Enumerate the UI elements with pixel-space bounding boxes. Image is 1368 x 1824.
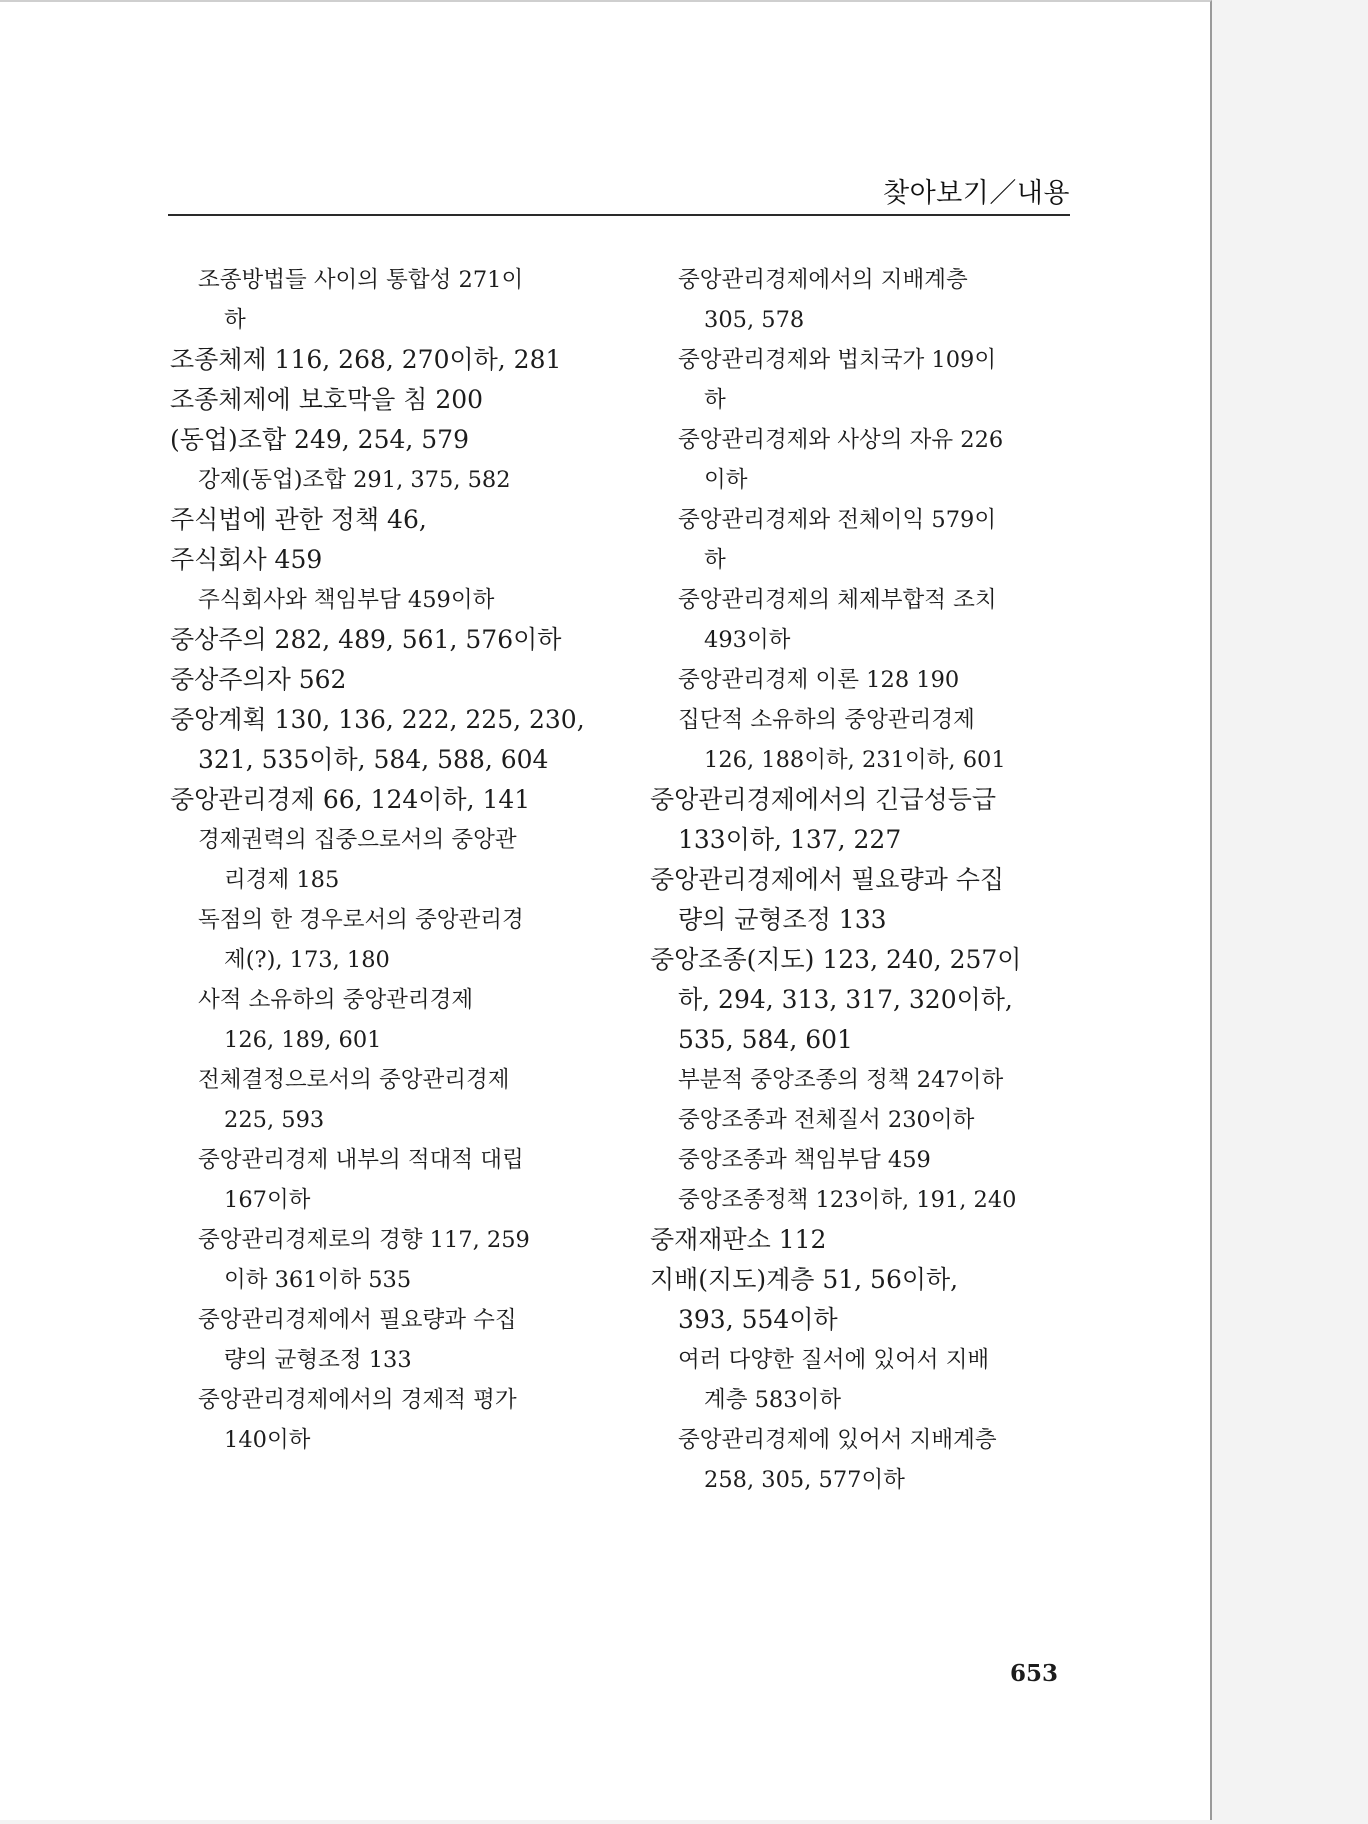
index-entry xyxy=(170,420,610,460)
index-entry xyxy=(650,340,1080,420)
index-entry xyxy=(170,980,610,1060)
index-entry-text: 중앙조종정책 123이하, 191, 240 xyxy=(678,1187,1017,1213)
index-entry xyxy=(650,1260,1080,1340)
index-entry-text: 주식법에 관한 정책 46, xyxy=(170,505,427,534)
index-entry xyxy=(650,1220,1080,1260)
index-entry-continuation: 제(?), 173, 180 xyxy=(224,947,390,973)
index-entry-continuation: 126, 188이하, 231이하, 601 xyxy=(704,747,1006,773)
index-entry-text: 중상주의 282, 489, 561, 576이하 xyxy=(170,625,562,654)
index-entry xyxy=(170,260,610,340)
index-entry xyxy=(170,460,610,500)
index-entry xyxy=(170,540,610,580)
index-entry-text: 중앙관리경제 내부의 적대적 대립 xyxy=(198,1147,524,1173)
index-entry-text: 중상주의자 562 xyxy=(170,665,347,694)
index-entry-text: (동업)조합 249, 254, 579 xyxy=(170,425,469,454)
index-entry xyxy=(170,1300,610,1380)
index-entry xyxy=(170,1380,610,1460)
index-entry-text: 주식회사와 책임부담 459이하 xyxy=(198,587,495,613)
index-column-right xyxy=(650,260,1080,1500)
index-entry-continuation: 167이하 xyxy=(224,1187,311,1213)
index-entry-text: 중앙관리경제 이론 128 190 xyxy=(678,667,960,693)
index-entry-text: 강제(동업)조합 291, 375, 582 xyxy=(198,467,511,493)
index-entry-text: 조종체제에 보호막을 침 200 xyxy=(170,385,484,414)
index-entry xyxy=(650,1340,1080,1420)
index-entry-text: 독점의 한 경우로서의 중앙관리경 xyxy=(198,907,524,933)
index-entry-text: 조종체제 116, 268, 270이하, 281 xyxy=(170,345,562,374)
index-entry-continuation: 305, 578 xyxy=(704,307,805,333)
index-entry-continuation: 하 xyxy=(224,307,246,333)
page-number: 653 xyxy=(1010,1660,1059,1687)
index-entry xyxy=(650,1140,1080,1180)
index-entry-continuation: 하, 294, 313, 317, 320이하, xyxy=(678,985,1013,1014)
index-entry-continuation: 하 xyxy=(704,547,726,573)
index-entry xyxy=(650,940,1080,1060)
index-entry-text: 집단적 소유하의 중앙관리경제 xyxy=(678,707,975,733)
index-entry xyxy=(170,620,610,660)
index-entry xyxy=(650,420,1080,500)
index-entry xyxy=(650,580,1080,660)
index-entry-text: 중앙관리경제에서 필요량과 수집 xyxy=(650,865,1004,894)
index-entry-text: 중재재판소 112 xyxy=(650,1225,827,1254)
index-entry xyxy=(650,500,1080,580)
index-entry-text: 부분적 중앙조종의 정책 247이하 xyxy=(678,1067,1004,1093)
index-entry-continuation: 하 xyxy=(704,387,726,413)
index-entry-continuation: 258, 305, 577이하 xyxy=(704,1467,905,1493)
index-entry xyxy=(170,380,610,420)
index-entry xyxy=(650,1180,1080,1220)
index-entry xyxy=(650,660,1080,700)
index-entry-continuation: 225, 593 xyxy=(224,1107,325,1133)
index-entry-continuation: 133이하, 137, 227 xyxy=(678,825,902,854)
index-entry xyxy=(170,780,610,820)
index-entry xyxy=(650,1100,1080,1140)
index-entry xyxy=(650,1420,1080,1500)
index-entry-continuation: 321, 535이하, 584, 588, 604 xyxy=(198,745,549,774)
index-entry-continuation: 량의 균형조정 133 xyxy=(224,1347,412,1373)
index-entry xyxy=(170,1060,610,1140)
index-entry-continuation: 리경제 185 xyxy=(224,867,340,893)
index-entry-text: 중앙조종(지도) 123, 240, 257이 xyxy=(650,945,1022,974)
index-entry-text: 사적 소유하의 중앙관리경제 xyxy=(198,987,474,1013)
index-entry xyxy=(650,1060,1080,1100)
index-entry-text: 중앙관리경제와 사상의 자유 226 xyxy=(678,427,1004,453)
index-entry-continuation: 140이하 xyxy=(224,1427,311,1453)
index-entry xyxy=(170,820,610,900)
index-entry xyxy=(650,700,1080,780)
index-entry-text: 지배(지도)계층 51, 56이하, xyxy=(650,1265,959,1294)
index-entry xyxy=(170,660,610,700)
index-entry-continuation: 이하 361이하 535 xyxy=(224,1267,412,1293)
index-entry-text: 전체결정으로서의 중앙관리경제 xyxy=(198,1067,510,1093)
index-entry xyxy=(170,900,610,980)
index-entry xyxy=(170,1220,610,1300)
index-entry-text: 중앙관리경제 66, 124이하, 141 xyxy=(170,785,531,814)
index-entry-text: 중앙관리경제와 전체이익 579이 xyxy=(678,507,997,533)
index-entry-text: 중앙관리경제와 법치국가 109이 xyxy=(678,347,997,373)
index-entry-text: 중앙관리경제에서의 긴급성등급 xyxy=(650,785,997,814)
index-entry xyxy=(170,580,610,620)
index-column-left xyxy=(170,260,610,1460)
index-entry-continuation: 이하 xyxy=(704,467,748,493)
running-header xyxy=(168,170,1070,216)
index-entry-text: 중앙관리경제에 있어서 지배계층 xyxy=(678,1427,997,1453)
index-entry-continuation: 126, 189, 601 xyxy=(224,1027,382,1053)
index-entry-text: 여러 다양한 질서에 있어서 지배 xyxy=(678,1347,990,1373)
index-entry xyxy=(170,1140,610,1220)
index-entry xyxy=(170,500,610,540)
index-entry-text: 중앙관리경제에서의 경제적 평가 xyxy=(198,1387,517,1413)
header-title: 찾아보기／내용 xyxy=(883,178,1070,209)
index-entry xyxy=(650,860,1080,940)
index-entry-continuation: 393, 554이하 xyxy=(678,1305,838,1334)
index-entry xyxy=(170,340,610,380)
index-entry-text: 중앙관리경제에서의 지배계층 xyxy=(678,267,968,293)
index-entry-continuation: 493이하 xyxy=(704,627,791,653)
index-entry-text: 중앙관리경제에서 필요량과 수집 xyxy=(198,1307,517,1333)
index-entry-text: 중앙계획 130, 136, 222, 225, 230, xyxy=(170,705,585,734)
index-entry-continuation: 계층 583이하 xyxy=(704,1387,842,1413)
index-entry-text: 중앙조종과 전체질서 230이하 xyxy=(678,1107,975,1133)
index-entry-text: 주식회사 459 xyxy=(170,545,323,574)
index-entry-text: 조종방법들 사이의 통합성 271이 xyxy=(198,267,524,293)
index-entry xyxy=(650,260,1080,340)
index-entry xyxy=(650,780,1080,860)
index-entry-text: 경제권력의 집중으로서의 중앙관 xyxy=(198,827,517,853)
index-entry-text: 중앙관리경제의 체제부합적 조치 xyxy=(678,587,997,613)
index-entry-continuation: 량의 균형조정 133 xyxy=(678,905,887,934)
index-entry-text: 중앙관리경제로의 경향 117, 259 xyxy=(198,1227,530,1253)
index-entry-continuation: 535, 584, 601 xyxy=(678,1025,853,1054)
index-entry-text: 중앙조종과 책임부담 459 xyxy=(678,1147,931,1173)
index-entry xyxy=(170,700,610,780)
